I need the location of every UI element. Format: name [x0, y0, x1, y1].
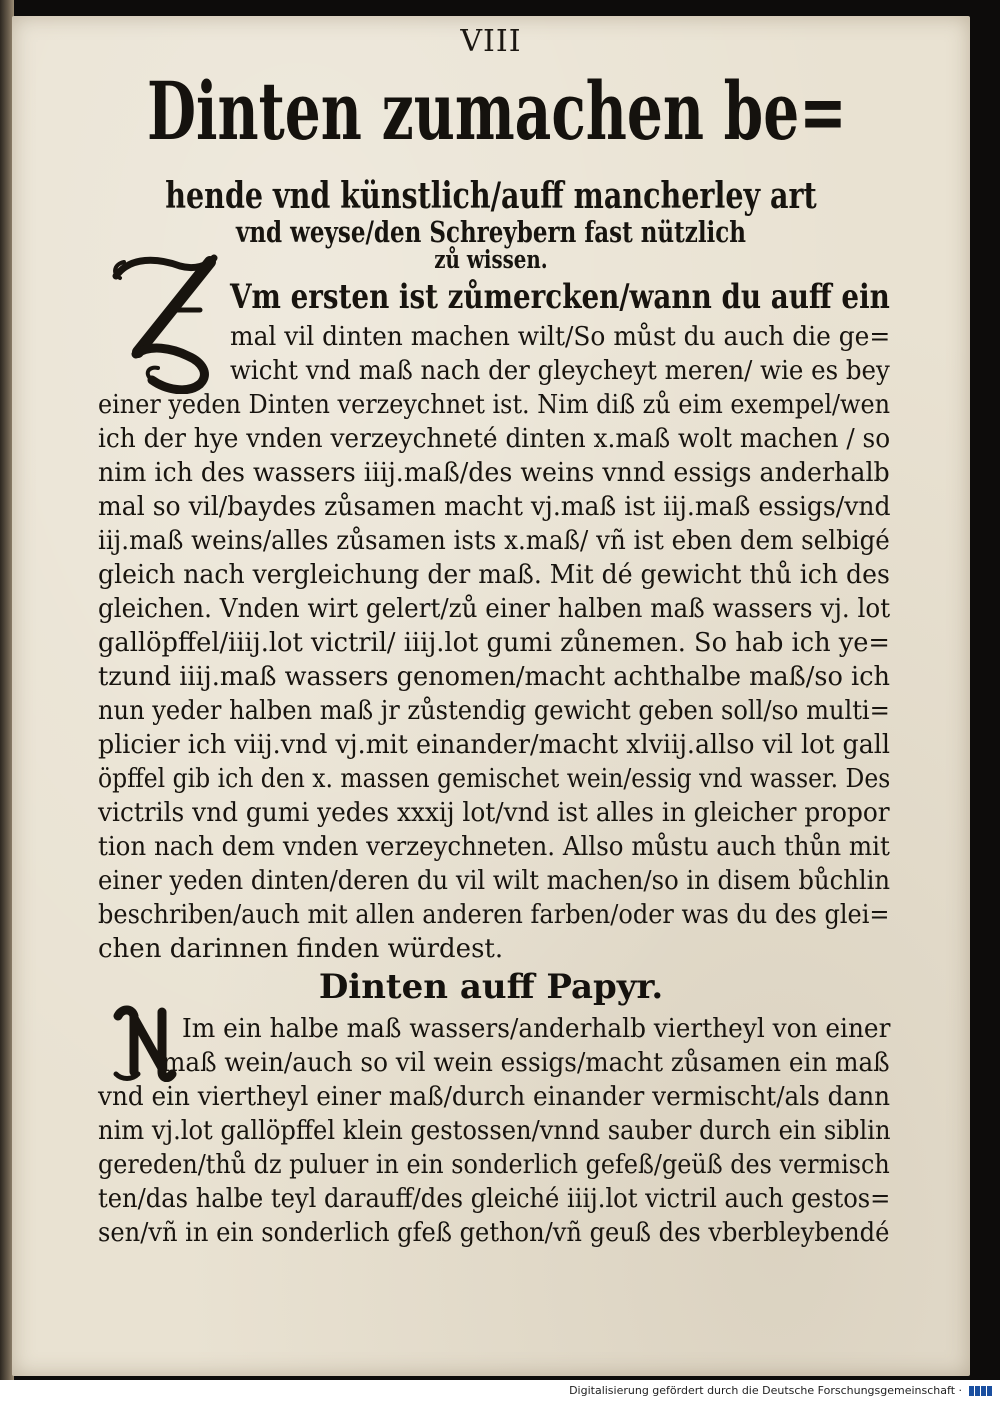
dfg-logo-icon [968, 1384, 994, 1398]
section-line: nim vj.lot gallöpffel klein gestossen/vnnd sauber durch ein siblin [98, 1116, 891, 1146]
body-line: ich der hye vnden verzeychneté dinten x.maß wolt machen / so [98, 424, 891, 454]
body-line: öpffel gib ich den x. massen gemischet wein/essig vnd wasser. Des [98, 764, 891, 794]
body-line: beschriben/auch mit allen anderen farben/oder was du des glei= [98, 900, 890, 930]
body-line: iij.maß weins/alles zůsamen ists x.maß/ vñ ist eben dem selbigé [98, 526, 890, 556]
body-line: tion nach dem vnden verzeychneten. Allso můstu auch thůn mit [98, 832, 890, 862]
title-line-3: vnd weyse/den Schreybern fast nützlich [235, 215, 747, 249]
footer-funding-note: Digitalisierung gefördert durch die Deutsche Forschungsgemeinschaft · [569, 1384, 962, 1397]
footer-bar [0, 1380, 1000, 1402]
folio-number: VIII [460, 24, 522, 59]
body-line: mal vil dinten machen wilt/So můst du auch die ge= [230, 322, 891, 352]
section-line: Im ein halbe maß wassers/anderhalb viertheyl von einer [182, 1014, 891, 1044]
body-line: tzund iiij.maß wassers genomen/macht achthalbe maß/so ich [98, 662, 891, 692]
body-line: einer yeden Dinten verzeychnet ist. Nim diß zů eim exempel/wen [98, 390, 891, 420]
body-line: mal so vil/baydes zůsamen macht vj.maß ist iij.maß essigs/vnd [98, 492, 891, 522]
body-line: plicier ich viij.vnd vj.mit einander/macht xlviij.allso vil lot gall [98, 730, 890, 760]
section-line: gereden/thů dz puluer in ein sonderlich gefeß/geüß des vermisch [98, 1150, 890, 1180]
body-line: einer yeden dinten/deren du vil wilt machen/so in disem bůchlin [98, 866, 891, 896]
section-line: vnd ein viertheyl einer maß/durch einander vermischt/als dann [98, 1082, 891, 1112]
decorated-initial-z-icon [110, 244, 222, 394]
section-line: ten/das halbe teyl darauff/des gleiché iiij.lot victril auch gestos= [98, 1184, 891, 1214]
title-line-2: hende vnd künstlich/auff mancherley art [165, 175, 817, 217]
section-heading: Dinten auff Papyr. [318, 967, 664, 1007]
body-line: nun yeder halben maß jr zůstendig gewicht geben soll/so multi= [98, 696, 890, 726]
body-line: nim ich des wassers iiij.maß/des weins vnnd essigs anderhalb [98, 458, 890, 488]
title-line-1: Dinten zumachen be= [147, 64, 847, 158]
body-line: gleichen. Vnden wirt gelert/zů einer halben maß wassers vj. lot [98, 594, 891, 624]
body-line: chen darinnen finden würdest. [98, 934, 504, 964]
book-page [12, 16, 970, 1376]
body-line: gleich nach vergleichung der maß. Mit dé gewicht thů ich des [98, 560, 890, 590]
section-line: sen/vñ in ein sonderlich gfeß gethon/vñ geuß des vberbleybendé [98, 1218, 890, 1248]
body-line: Vm ersten ist zůmercken/wann du auff ein [230, 277, 890, 317]
title-line-4: zů wissen. [434, 245, 548, 274]
section-line: maß wein/auch so vil wein essigs/macht zůsamen ein maß [162, 1048, 890, 1078]
body-line: wicht vnd maß nach der gleycheyt meren/ wie es bey [230, 356, 890, 386]
body-line: victrils vnd gumi yedes xxxij lot/vnd ist alles in gleicher propor [98, 798, 890, 828]
body-line: gallöpffel/iiij.lot victril/ iiij.lot gumi zůnemen. So hab ich ye= [98, 628, 890, 658]
